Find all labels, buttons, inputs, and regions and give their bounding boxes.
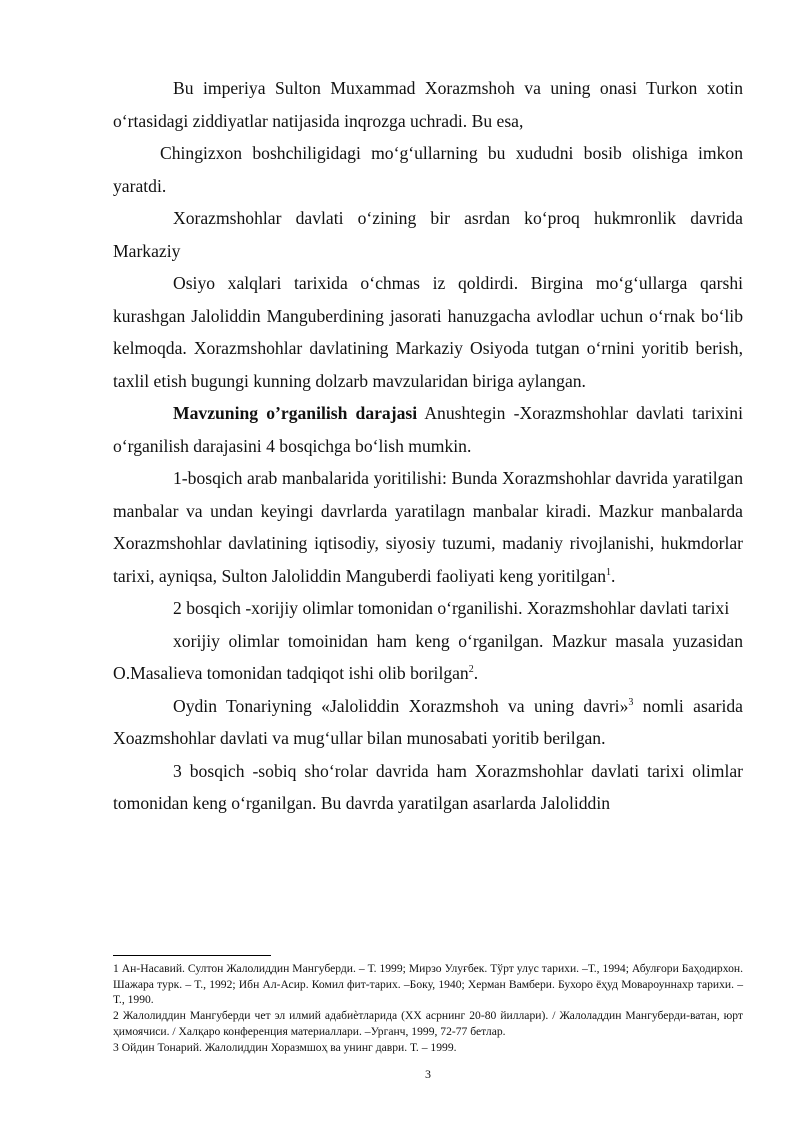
paragraph-8 (113, 625, 743, 690)
paragraph-8-text: xorijiy olimlar tomoinidan ham keng o‘rganilgan. Mazkur masala yuzasidan O.Masalieva tomonidan tadqiqot ishi olib borilgan (113, 630, 743, 683)
footnote-3: 3 Ойдин Тонарий. Жалолиддин Хоразмшоҳ ва унинг даври. Т. – 1999. (113, 1040, 457, 1054)
paragraph-9 (113, 690, 743, 755)
paragraph-5-text: Anushtegin -Xorazmshohlar davlati tarixini o‘rganilish darajasini 4 bosqichga bo‘lish mumkin. (113, 403, 743, 456)
body-text (113, 72, 743, 820)
paragraph-3: Xorazmshohlar davlati o‘zining bir asrdan ko‘proq hukmronlik davrida Markaziy (113, 208, 743, 261)
page-number: 3 (425, 1067, 431, 1081)
paragraph-5 (113, 397, 743, 462)
paragraph-7: 2 bosqich -xorijiy olimlar tomonidan o‘rganilishi. Xorazmshohlar davlati tarixi (173, 598, 730, 618)
paragraph-8-end: . (473, 663, 479, 683)
paragraph-9-text-b: nomli asarida Xoazmshohlar davlati va mug‘ullar bilan munosabati yoritib berilgan. (113, 695, 743, 748)
footnote-ref-1: 1 (606, 566, 612, 578)
footnote-2: 2 Жалолиддин Мангуберди чет эл илмий адабиѐтларида (ХХ асрнинг 20-80 йиллари). / Жалоладдин Мангуберди-ватан, юрт ҳимоячиси. / Халқаро конференция материаллари. –Урганч, 1999, 72-77 бетлар. (113, 1009, 743, 1038)
paragraph-6-text: 1-bosqich arab manbalarida yoritilishi: Bunda Xorazmshohlar davrida yaratilgan manbalar va undan keyingi davrlarda yaratilagn manbalar kiradi. Mazkur manbalarda Xorazmshohlar davlatining iqtisodiy, siyosiy tuzumi, madaniy rivojlanishi, hukmdorlar tarixi, ayniqsa, Sulton Jaloliddin Manguberdi faoliyati keng yoritilgan (113, 468, 743, 586)
paragraph-4: Osiyo xalqlari tarixida o‘chmas iz qoldirdi. Birgina mo‘g‘ullarga qarshi kurashgan Jaloliddin Manguberdining jasorati hanuzgacha avlodlar uchun o‘rnak bo‘lib kelmoqda. Xorazmshohlar davlatining Markaziy Osiyoda tutgan o‘rnini yoritib berish, taxlil etish bugungi kunning dolzarb mavzularidan biriga aylangan. (113, 273, 743, 391)
paragraph-2: Chingizxon boshchiligidagi mo‘g‘ullarning bu xududni bosib olishiga imkon yaratdi. (113, 143, 743, 196)
footnote-1: 1 Ан-Насавий. Султон Жалолиддин Мангуберди. – Т. 1999; Мирзо Улуғбек. Тўрт улус тарихи. –Т., 1994; Абулғори Баҳодирхон. Шажара турк. – Т., 1992; Ибн Ал-Асир. Комил фит-тарих. –Боку, 1940; Херман Вамбери. Бухоро ёҳуд Мовароуннахр тарихи. –Т., 1990. (113, 962, 743, 1007)
paragraph-6 (113, 462, 743, 592)
section-heading: Mavzuning o’rganilish darajasi (173, 403, 418, 423)
footnote-ref-2: 2 (468, 664, 474, 676)
paragraph-10: 3 bosqich -sobiq sho‘rolar davrida ham Xorazmshohlar davlati tarixi olimlar tomonidan keng o‘rganilgan. Bu davrda yaratilgan asarlarda Jaloliddin (113, 760, 743, 813)
paragraph-6-end: . (611, 565, 616, 586)
footnotes (113, 961, 743, 1055)
footnote-separator (113, 955, 271, 956)
paragraph-1: Bu imperiya Sulton Muxammad Xorazmshoh va uning onasi Turkon xotin o‘rtasidagi ziddiyatlar natijasida inqrozga uchradi. Bu esa, (113, 78, 743, 131)
paragraph-9-text-a: Oydin Tonariyning «Jaloliddin Xorazmshoh va uning davri» (173, 695, 629, 716)
footnote-ref-3: 3 (628, 696, 634, 708)
